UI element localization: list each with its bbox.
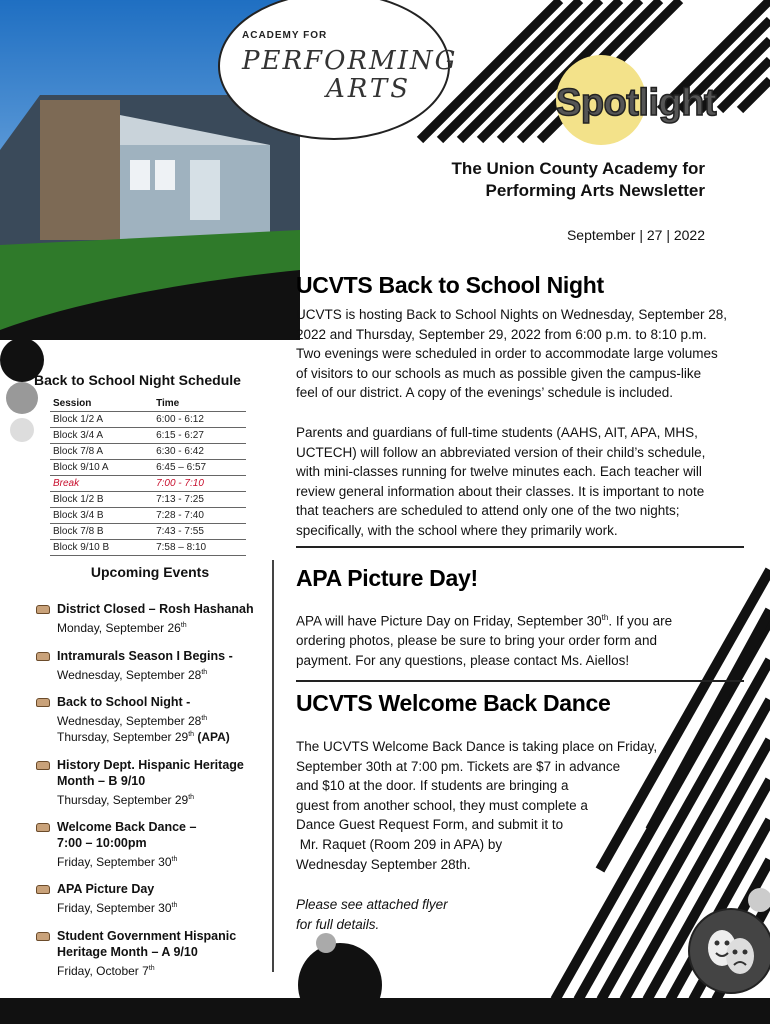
- session-cell: Break: [50, 475, 153, 491]
- session-cell: Block 3/4 B: [50, 507, 153, 523]
- table-row: [50, 459, 246, 475]
- table-row: [50, 443, 246, 459]
- text-fragment: Wednesday, September 28: [57, 668, 202, 682]
- superscript: th: [201, 669, 208, 676]
- event-date: [57, 961, 155, 979]
- time-cell: 6:00 - 6:12: [153, 411, 246, 427]
- text-line: Wednesday September 28th.: [296, 856, 471, 872]
- time-cell: 6:30 - 6:42: [153, 443, 246, 459]
- text-line: Two evenings were scheduled in order to accommodate large volumes: [296, 346, 718, 362]
- text-line: review general information about their classes. It is important to note: [296, 483, 705, 499]
- time-cell: 7:43 - 7:55: [153, 523, 246, 539]
- text-fragment: Wednesday, September 28: [57, 714, 202, 728]
- text-line: [296, 608, 746, 631]
- article-back-to-school-p2: [296, 423, 746, 541]
- newsletter-title-line: The Union County Academy for: [451, 159, 705, 178]
- time-cell: 7:28 - 7:40: [153, 507, 246, 523]
- text-fragment: Friday, October 7: [57, 964, 149, 978]
- bullet-icon: [36, 885, 50, 894]
- text-line: Please see attached flyer: [296, 897, 448, 912]
- event-name: Welcome Back Dance – 7:00 – 10:00pm: [57, 820, 197, 850]
- text-line: UCVTS is hosting Back to School Nights on Wednesday, September 28,: [296, 307, 727, 322]
- table-row-break: [50, 475, 246, 491]
- event-name: Student Government Hispanic Heritage Month – A 9/10: [57, 929, 237, 959]
- text-line: Dance Guest Request Form, and submit it to: [296, 817, 564, 833]
- theater-masks-icon: [688, 908, 770, 994]
- text-line: Mr. Raquet (Room 209 in APA) by: [296, 836, 503, 852]
- text-line: for full details.: [296, 916, 380, 932]
- table-row: [50, 491, 246, 507]
- heading-picture-day: APA Picture Day!: [296, 565, 478, 591]
- superscript: th: [188, 731, 195, 738]
- event-name: History Dept. Hispanic Heritage Month – B 9/10: [57, 758, 244, 788]
- text-line: feel of our district. A copy of the evenings’ schedule is included.: [296, 385, 673, 401]
- spotlight-title: Spotlight: [556, 82, 717, 124]
- session-cell: Block 7/8 B: [50, 523, 153, 539]
- event-name: District Closed – Rosh Hashanah: [57, 602, 254, 616]
- section-divider: [296, 680, 744, 682]
- bullet-icon: [36, 605, 50, 614]
- table-row: [50, 427, 246, 443]
- event-date: [57, 665, 207, 683]
- schedule-table: [50, 396, 246, 556]
- text-line: and $10 at the door. If students are bringing a: [296, 778, 569, 794]
- text-line: ordering photos, please be sure to bring your order form and: [296, 633, 657, 649]
- time-cell: 6:45 – 6:57: [153, 459, 246, 475]
- section-divider: [296, 546, 744, 548]
- text-line: 2022 and Thursday, September 29, 2022 from 6:00 p.m. to 8:10 p.m.: [296, 326, 707, 342]
- table-row: [50, 539, 246, 555]
- event-date: [57, 618, 187, 636]
- heading-back-to-school: UCVTS Back to School Night: [296, 272, 604, 298]
- table-row: [50, 411, 246, 427]
- text-line: that teachers are scheduled to attend only one of the two nights;: [296, 503, 680, 519]
- column-divider: [272, 560, 274, 972]
- time-cell: 7:13 - 7:25: [153, 491, 246, 507]
- session-cell: Block 1/2 B: [50, 491, 153, 507]
- newsletter-date: September | 27 | 2022: [566, 227, 705, 243]
- logo-text-performing: PERFORMING: [242, 46, 458, 76]
- footer-bar: [0, 998, 770, 1024]
- superscript: th: [201, 715, 208, 722]
- text-line: specifically, with the school where they primarily work.: [296, 522, 618, 538]
- superscript: th: [188, 794, 195, 801]
- time-cell: 6:15 - 6:27: [153, 427, 246, 443]
- text-fragment: APA will have Picture Day on Friday, September 30: [296, 613, 602, 629]
- superscript: th: [601, 613, 609, 622]
- upcoming-events-title: Upcoming Events: [90, 564, 210, 580]
- column-header-time: Time: [153, 396, 246, 411]
- event-date: [57, 898, 177, 916]
- table-header-row: [50, 396, 246, 411]
- text-line: with mini-classes running for twelve minutes each. Each teacher will: [296, 464, 702, 480]
- newsletter-title-line: Performing Arts Newsletter: [485, 181, 705, 200]
- superscript: th: [171, 902, 178, 909]
- newsletter-title: [380, 158, 705, 202]
- session-cell: Block 1/2 A: [50, 411, 153, 427]
- bullet-icon: [36, 823, 50, 832]
- text-line: The UCVTS Welcome Back Dance is taking place on Friday,: [296, 739, 658, 754]
- text-line: September 30th at 7:00 pm. Tickets are $7 in advance: [296, 758, 621, 774]
- text-fragment: . If you are: [608, 613, 673, 629]
- table-row: [50, 523, 246, 539]
- time-cell: 7:00 - 7:10: [153, 475, 246, 491]
- text-line: Parents and guardians of full-time students (AAHS, AIT, APA, MHS,: [296, 425, 698, 440]
- bullet-icon: [36, 761, 50, 770]
- event-name: Intramurals Season I Begins -: [57, 649, 233, 663]
- text-fragment: Friday, September 30: [57, 901, 172, 915]
- logo-text-academy: ACADEMY FOR: [242, 30, 328, 41]
- superscript: th: [180, 622, 187, 629]
- text-line: UCTECH) will follow an abbreviated version of their child’s schedule,: [296, 444, 706, 460]
- text-fragment: (APA): [194, 730, 230, 744]
- text-line: guest from another school, they must complete a: [296, 797, 588, 813]
- text-fragment: Friday, September 30: [57, 855, 172, 869]
- event-name: Back to School Night -: [57, 695, 191, 709]
- event-date: [57, 727, 230, 745]
- text-line: of visitors to our schools as much as possible given the campus-like: [296, 365, 702, 381]
- article-welcome-dance: [296, 737, 716, 874]
- bullet-icon: [36, 698, 50, 707]
- logo-text-arts: ARTS: [326, 74, 412, 104]
- event-name: APA Picture Day: [57, 882, 155, 896]
- schedule-title: Back to School Night Schedule: [34, 372, 241, 388]
- article-back-to-school-p1: [296, 305, 746, 403]
- event-date: [57, 852, 177, 870]
- text-line: payment. For any questions, please contact Ms. Aiellos!: [296, 652, 630, 668]
- superscript: th: [148, 965, 155, 972]
- superscript: th: [171, 856, 178, 863]
- session-cell: Block 7/8 A: [50, 443, 153, 459]
- flyer-note: [296, 895, 496, 934]
- session-cell: Block 9/10 B: [50, 539, 153, 555]
- column-header-session: Session: [50, 396, 153, 411]
- table-row: [50, 507, 246, 523]
- event-date: [57, 790, 194, 808]
- text-fragment: Thursday, September 29: [57, 793, 189, 807]
- text-fragment: Monday, September 26: [57, 621, 181, 635]
- bullet-icon: [36, 652, 50, 661]
- session-cell: Block 9/10 A: [50, 459, 153, 475]
- time-cell: 7:58 – 8:10: [153, 539, 246, 555]
- heading-welcome-dance: UCVTS Welcome Back Dance: [296, 690, 611, 716]
- session-cell: Block 3/4 A: [50, 427, 153, 443]
- text-fragment: Thursday, September 29: [57, 730, 189, 744]
- article-picture-day: [296, 608, 746, 670]
- bullet-icon: [36, 932, 50, 941]
